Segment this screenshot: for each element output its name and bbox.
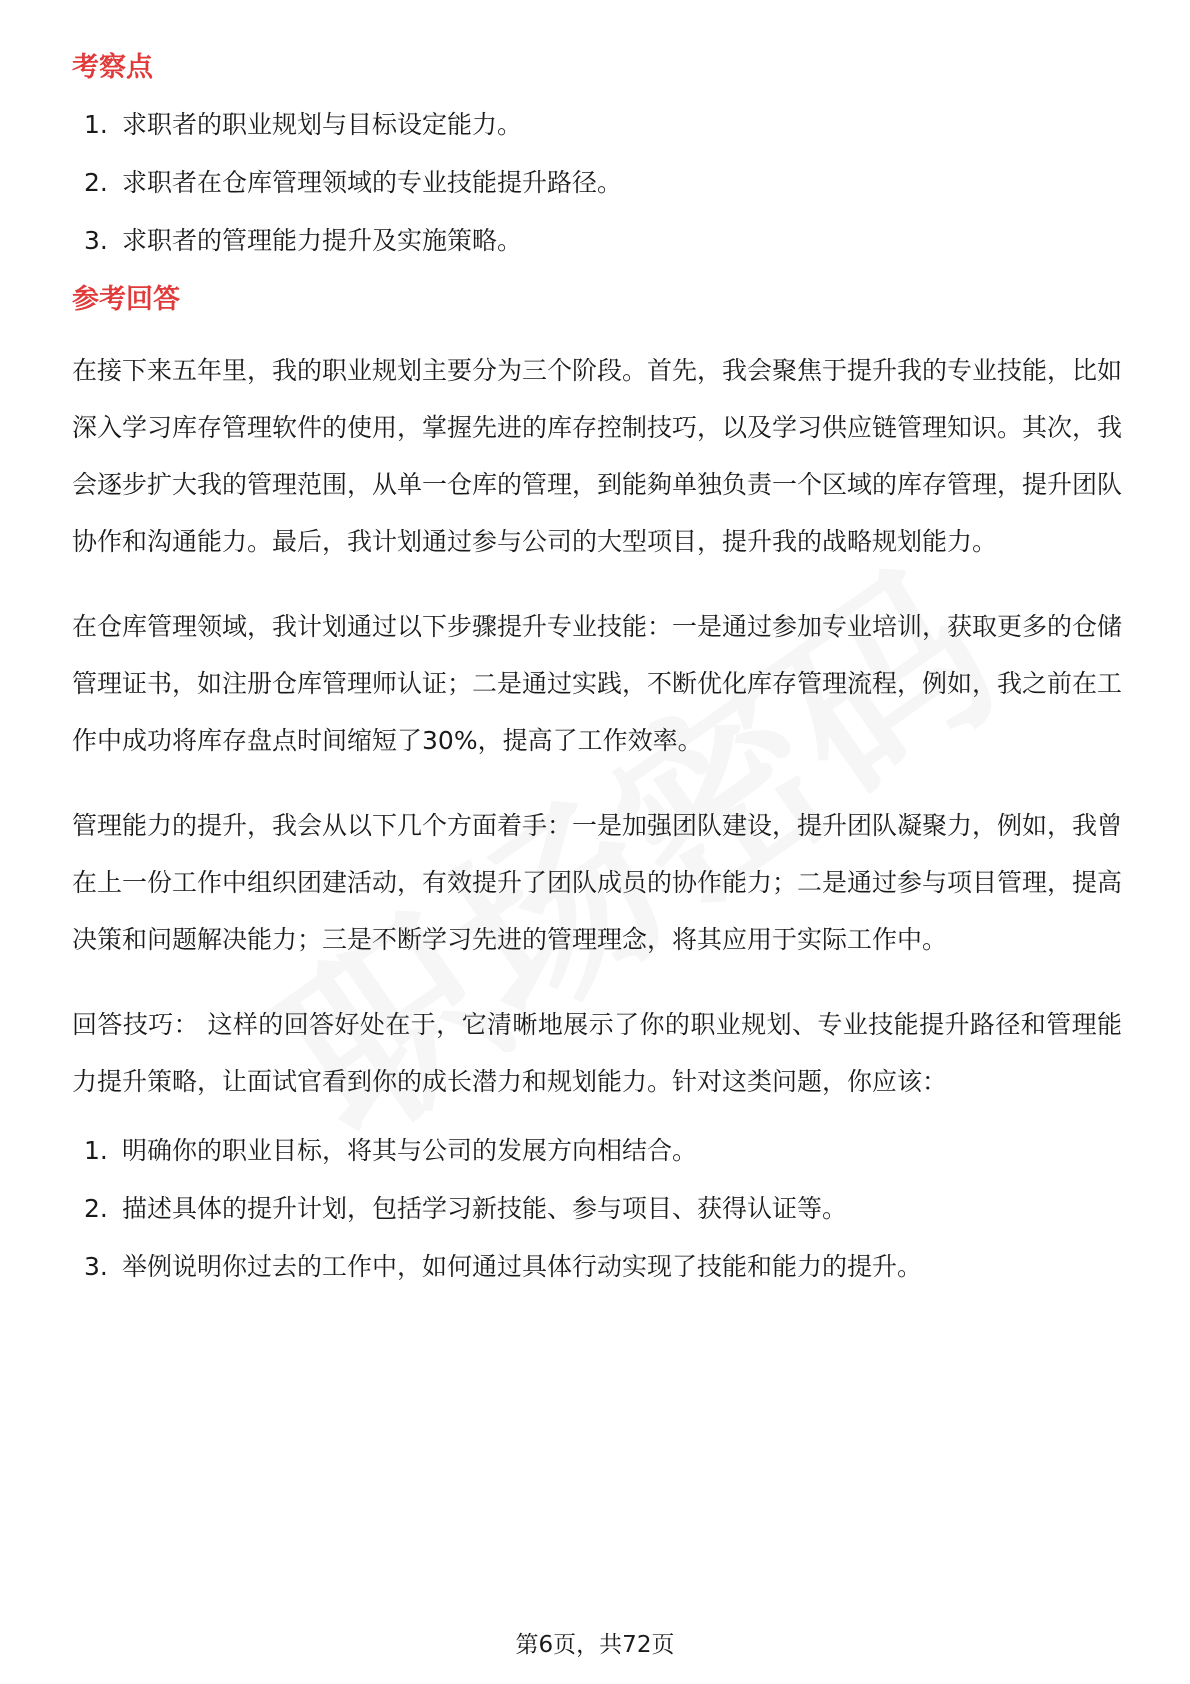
list-item-number: 1. (84, 110, 108, 139)
tips-list (72, 1132, 1122, 1286)
list-item (72, 1248, 1122, 1286)
list-item-text: 描述具体的提升计划，包括学习新技能、参与项目、获得认证等。 (122, 1194, 848, 1223)
list-item-text: 求职者在仓库管理领域的专业技能提升路径。 (122, 168, 623, 197)
document-page (72, 48, 1122, 1306)
list-item-number: 3. (84, 226, 108, 255)
section-title-focus-points: 考察点 (72, 52, 153, 83)
list-item-text: 明确你的职业目标，将其与公司的发展方向相结合。 (122, 1136, 698, 1165)
answer-paragraph: 在仓库管理领域，我计划通过以下步骤提升专业技能：一是通过参加专业培训，获取更多的仓储管理证书，如注册仓库管理师认证；二是通过实践，不断优化库存管理流程，例如，我之前在工作中成功将库存盘点时间缩短了30%，提高了工作效率。 (72, 612, 1123, 755)
list-item-number: 2. (84, 1194, 108, 1223)
list-item-text: 求职者的职业规划与目标设定能力。 (122, 110, 523, 139)
answer-paragraph: 管理能力的提升，我会从以下几个方面着手：一是加强团队建设，提升团队凝聚力，例如，我曾在上一份工作中组织团建活动，有效提升了团队成员的协作能力；二是通过参与项目管理，提高决策和问题解决能力；三是不断学习先进的管理理念，将其应用于实际工作中。 (72, 811, 1123, 954)
list-item-number: 1. (84, 1136, 108, 1165)
list-item (72, 222, 1122, 260)
answer-paragraph: 在接下来五年里，我的职业规划主要分为三个阶段。首先，我会聚焦于提升我的专业技能，比如深入学习库存管理软件的使用，掌握先进的库存控制技巧，以及学习供应链管理知识。其次，我会逐步扩大我的管理范围，从单一仓库的管理，到能夠单独负责一个区域的库存管理，提升团队协作和沟通能力。最后，我计划通过参与公司的大型项目，提升我的战略规划能力。 (72, 356, 1123, 556)
list-item (72, 164, 1122, 202)
list-item-number: 3. (84, 1252, 108, 1281)
list-item-number: 2. (84, 168, 108, 197)
list-item-text: 举例说明你过去的工作中，如何通过具体行动实现了技能和能力的提升。 (122, 1252, 923, 1281)
page-number-footer: 第6页，共72页 (515, 1632, 675, 1658)
list-item-text: 求职者的管理能力提升及实施策略。 (122, 226, 523, 255)
list-item (72, 1132, 1122, 1170)
list-item (72, 1190, 1122, 1228)
focus-points-list (72, 106, 1122, 260)
list-item (72, 106, 1122, 144)
section-title-reference-answer: 参考回答 (72, 284, 180, 315)
answer-tips-paragraph: 回答技巧： 这样的回答好处在于，它清晰地展示了你的职业规划、专业技能提升路径和管理能力提升策略，让面试官看到你的成长潜力和规划能力。针对这类问题，你应该： (72, 1010, 1122, 1096)
